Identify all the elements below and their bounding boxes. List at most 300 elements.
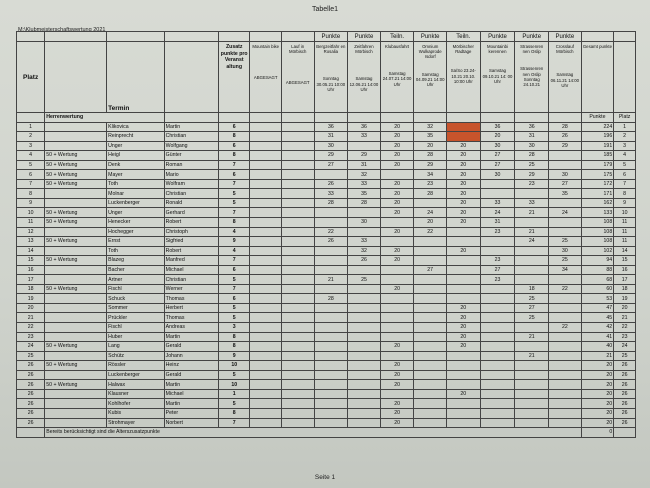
points-cell bbox=[348, 141, 381, 151]
table-row bbox=[17, 313, 636, 323]
event-header: Omnium Wulkaprode rsdorf Samstag 04.09.21 14:00 Uhr bbox=[414, 42, 447, 113]
wertung-cell: 50 + Wertung bbox=[45, 160, 107, 170]
platz-cell: 6 bbox=[17, 170, 45, 180]
points-cell: 36 bbox=[515, 122, 549, 132]
lastname-cell: Fischl bbox=[107, 284, 165, 294]
points-cell bbox=[515, 189, 549, 199]
points-cell bbox=[314, 256, 348, 266]
total-cell: 196 bbox=[581, 132, 614, 142]
points-cell bbox=[314, 351, 348, 361]
points-cell bbox=[480, 284, 515, 294]
points-cell bbox=[314, 408, 348, 418]
rank-cell: 11 bbox=[614, 237, 636, 247]
rank-cell: 9 bbox=[614, 198, 636, 208]
platz-cell: 2 bbox=[17, 132, 45, 142]
platz-cell: 26 bbox=[17, 370, 45, 380]
event-header: Lauf in Mörbisch ABGESAGT bbox=[281, 42, 314, 113]
points-cell bbox=[549, 361, 582, 371]
points-cell bbox=[281, 284, 314, 294]
points-cell: 31 bbox=[515, 132, 549, 142]
table-row bbox=[17, 141, 636, 151]
zusatz-cell: 9 bbox=[218, 351, 249, 361]
points-cell bbox=[515, 370, 549, 380]
points-cell bbox=[380, 170, 414, 180]
wertung-cell bbox=[45, 227, 107, 237]
rank-cell: 3 bbox=[614, 141, 636, 151]
points-cell bbox=[515, 342, 549, 352]
points-cell bbox=[314, 246, 348, 256]
points-cell bbox=[281, 380, 314, 390]
points-cell bbox=[281, 170, 314, 180]
points-cell bbox=[446, 399, 480, 409]
points-cell bbox=[380, 332, 414, 342]
points-cell bbox=[250, 294, 281, 304]
points-cell: 27 bbox=[480, 160, 515, 170]
points-cell: 35 bbox=[549, 189, 582, 199]
platz-cell: 9 bbox=[17, 198, 45, 208]
points-cell bbox=[250, 237, 281, 247]
firstname-cell: Christoph bbox=[164, 227, 218, 237]
zusatz-header: Zusatz punkte pro Veranst altung bbox=[218, 42, 249, 113]
points-cell bbox=[314, 399, 348, 409]
points-cell bbox=[549, 332, 582, 342]
platz-cell: 19 bbox=[17, 294, 45, 304]
points-cell: 33 bbox=[348, 237, 381, 247]
points-cell: 34 bbox=[549, 265, 582, 275]
points-cell: 28 bbox=[414, 189, 447, 199]
points-cell bbox=[480, 370, 515, 380]
points-cell bbox=[314, 323, 348, 333]
points-cell: 28 bbox=[348, 198, 381, 208]
wertung-cell: 50 + Wertung bbox=[45, 284, 107, 294]
points-cell bbox=[480, 237, 515, 247]
wertung-cell bbox=[45, 332, 107, 342]
points-cell: 25 bbox=[515, 313, 549, 323]
rank-cell: 11 bbox=[614, 227, 636, 237]
top-label: Punkte bbox=[515, 32, 549, 42]
points-cell bbox=[250, 399, 281, 409]
points-cell: 20 bbox=[446, 141, 480, 151]
total-cell: 108 bbox=[581, 237, 614, 247]
platz-cell: 10 bbox=[17, 208, 45, 218]
cell bbox=[614, 428, 636, 438]
points-cell bbox=[348, 313, 381, 323]
points-cell bbox=[281, 122, 314, 132]
platz-cell: 3 bbox=[17, 141, 45, 151]
rank-cell: 15 bbox=[614, 256, 636, 266]
top-label bbox=[250, 32, 281, 42]
points-cell bbox=[446, 408, 480, 418]
points-cell bbox=[480, 399, 515, 409]
footnote-row bbox=[17, 428, 636, 438]
points-cell bbox=[348, 418, 381, 428]
total-cell: 175 bbox=[581, 170, 614, 180]
points-cell: 35 bbox=[414, 132, 447, 142]
points-cell: 20 bbox=[380, 342, 414, 352]
wertung-cell bbox=[45, 198, 107, 208]
platz-cell: 26 bbox=[17, 418, 45, 428]
points-cell bbox=[414, 342, 447, 352]
points-cell: 33 bbox=[480, 198, 515, 208]
cell bbox=[17, 428, 45, 438]
wertung-cell: 50 + Wertung bbox=[45, 256, 107, 266]
points-cell bbox=[446, 227, 480, 237]
points-cell bbox=[446, 275, 480, 285]
points-cell: 23 bbox=[480, 275, 515, 285]
points-cell bbox=[515, 380, 549, 390]
zusatz-cell: 5 bbox=[218, 198, 249, 208]
points-cell: 30 bbox=[480, 141, 515, 151]
points-cell bbox=[348, 284, 381, 294]
points-cell bbox=[515, 389, 549, 399]
points-cell: 33 bbox=[314, 189, 348, 199]
points-cell: 28 bbox=[414, 151, 447, 161]
sub-platz-header: Platz bbox=[614, 113, 636, 123]
zusatz-cell: 8 bbox=[218, 342, 249, 352]
lastname-cell: Bacher bbox=[107, 265, 165, 275]
points-cell bbox=[515, 246, 549, 256]
wertung-cell bbox=[45, 246, 107, 256]
table-row bbox=[17, 122, 636, 132]
total-cell: 171 bbox=[581, 189, 614, 199]
top-label: Teiln. bbox=[446, 32, 480, 42]
header-top-row bbox=[17, 32, 636, 42]
table-row bbox=[17, 342, 636, 352]
total-cell: 68 bbox=[581, 275, 614, 285]
points-cell: 28 bbox=[549, 122, 582, 132]
rank-cell: 7 bbox=[614, 179, 636, 189]
platz-cell: 26 bbox=[17, 408, 45, 418]
wertung-cell bbox=[45, 370, 107, 380]
table-row bbox=[17, 418, 636, 428]
points-cell bbox=[549, 313, 582, 323]
platz-cell: 4 bbox=[17, 151, 45, 161]
points-cell bbox=[281, 246, 314, 256]
points-cell: 20 bbox=[380, 408, 414, 418]
rank-cell: 24 bbox=[614, 342, 636, 352]
table-row bbox=[17, 227, 636, 237]
points-cell bbox=[549, 294, 582, 304]
rank-cell: 26 bbox=[614, 408, 636, 418]
points-cell bbox=[414, 332, 447, 342]
points-cell: 22 bbox=[549, 284, 582, 294]
platz-cell: 12 bbox=[17, 227, 45, 237]
points-cell: 31 bbox=[348, 160, 381, 170]
wertung-cell bbox=[45, 303, 107, 313]
points-cell: 20 bbox=[380, 399, 414, 409]
zusatz-cell: 7 bbox=[218, 179, 249, 189]
zusatz-cell: 6 bbox=[218, 122, 249, 132]
lastname-cell: Fischl bbox=[107, 323, 165, 333]
total-cell: 45 bbox=[581, 313, 614, 323]
points-cell bbox=[348, 332, 381, 342]
points-cell: 20 bbox=[446, 160, 480, 170]
points-cell bbox=[314, 170, 348, 180]
table-row bbox=[17, 303, 636, 313]
zusatz-cell: 8 bbox=[218, 132, 249, 142]
points-cell: 31 bbox=[314, 132, 348, 142]
wertung-cell bbox=[45, 399, 107, 409]
points-cell bbox=[314, 361, 348, 371]
points-cell bbox=[549, 218, 582, 228]
firstname-cell: Herbert bbox=[164, 303, 218, 313]
total-cell: 47 bbox=[581, 303, 614, 313]
points-cell: 35 bbox=[348, 189, 381, 199]
table-row bbox=[17, 380, 636, 390]
points-cell bbox=[480, 294, 515, 304]
points-cell: 30 bbox=[515, 141, 549, 151]
points-cell: 32 bbox=[414, 122, 447, 132]
event-header: Mountainbi kerennen Samstag 09.10.21 14: 00 Uhr bbox=[480, 42, 515, 113]
top-label bbox=[281, 32, 314, 42]
firstname-cell: Michael bbox=[164, 265, 218, 275]
points-cell: 18 bbox=[515, 284, 549, 294]
points-cell bbox=[348, 265, 381, 275]
total-cell: 21 bbox=[581, 351, 614, 361]
rank-cell: 26 bbox=[614, 380, 636, 390]
platz-cell: 18 bbox=[17, 284, 45, 294]
points-cell bbox=[480, 313, 515, 323]
top-label: Punkte bbox=[414, 32, 447, 42]
table-row bbox=[17, 189, 636, 199]
table-row bbox=[17, 351, 636, 361]
firstname-cell: Johann bbox=[164, 351, 218, 361]
points-cell: 20 bbox=[380, 132, 414, 142]
points-cell bbox=[380, 294, 414, 304]
points-cell bbox=[314, 284, 348, 294]
points-cell bbox=[348, 351, 381, 361]
points-cell: 20 bbox=[414, 141, 447, 151]
points-cell bbox=[414, 351, 447, 361]
points-cell bbox=[446, 284, 480, 294]
points-cell bbox=[281, 275, 314, 285]
firstname-cell: Gerhard bbox=[164, 208, 218, 218]
header-main-row bbox=[17, 42, 636, 113]
firstname-cell: Christian bbox=[164, 189, 218, 199]
points-cell: 21 bbox=[314, 275, 348, 285]
points-cell: 20 bbox=[446, 313, 480, 323]
points-cell bbox=[414, 323, 447, 333]
points-cell: 25 bbox=[549, 237, 582, 247]
points-cell bbox=[250, 208, 281, 218]
points-cell bbox=[480, 303, 515, 313]
zusatz-cell: 5 bbox=[218, 303, 249, 313]
points-cell: 20 bbox=[446, 332, 480, 342]
lastname-cell: Strohmayer bbox=[107, 418, 165, 428]
lastname-cell: Henecker bbox=[107, 218, 165, 228]
points-cell: 20 bbox=[380, 122, 414, 132]
points-cell: 22 bbox=[414, 227, 447, 237]
platz-header: Platz bbox=[17, 42, 45, 113]
points-cell bbox=[480, 389, 515, 399]
points-cell bbox=[549, 198, 582, 208]
lastname-cell: Prückler bbox=[107, 313, 165, 323]
zusatz-cell: 7 bbox=[218, 418, 249, 428]
firstname-cell: Robert bbox=[164, 246, 218, 256]
points-cell bbox=[281, 256, 314, 266]
event-header: Zeitfahren Mörbisch Samstag 12.06.21 14:00 Uhr bbox=[348, 42, 381, 113]
points-cell bbox=[250, 256, 281, 266]
platz-cell: 13 bbox=[17, 237, 45, 247]
table-row bbox=[17, 256, 636, 266]
points-cell: 30 bbox=[549, 246, 582, 256]
footnote-total: 0 bbox=[581, 428, 614, 438]
points-cell bbox=[281, 303, 314, 313]
points-cell: 23 bbox=[414, 179, 447, 189]
points-cell bbox=[281, 132, 314, 142]
points-cell bbox=[281, 342, 314, 352]
rank-cell: 26 bbox=[614, 418, 636, 428]
points-cell bbox=[250, 284, 281, 294]
lastname-cell: Hochegger bbox=[107, 227, 165, 237]
points-cell: 20 bbox=[380, 141, 414, 151]
points-cell: 27 bbox=[515, 303, 549, 313]
points-cell: 20 bbox=[380, 198, 414, 208]
lastname-cell: Kohlhofer bbox=[107, 399, 165, 409]
event-header: Crosslauf Mörbisch Samstag 06.11.21 14:00 Uhr bbox=[549, 42, 582, 113]
sub-punkte-header: Punkte bbox=[581, 113, 614, 123]
points-cell: 26 bbox=[348, 256, 381, 266]
platz-cell: 14 bbox=[17, 246, 45, 256]
firstname-cell: Wolfram bbox=[164, 179, 218, 189]
platz-cell: 26 bbox=[17, 399, 45, 409]
points-cell bbox=[446, 265, 480, 275]
points-cell bbox=[348, 399, 381, 409]
platz-cell: 8 bbox=[17, 189, 45, 199]
points-cell bbox=[281, 389, 314, 399]
zusatz-cell: 7 bbox=[218, 284, 249, 294]
firstname-cell: Andreas bbox=[164, 323, 218, 333]
total-cell: 20 bbox=[581, 370, 614, 380]
lastname-cell: Mayer bbox=[107, 170, 165, 180]
points-cell bbox=[348, 227, 381, 237]
firstname-cell: Martin bbox=[164, 399, 218, 409]
total-cell: 60 bbox=[581, 284, 614, 294]
footnote: Bereits berücksichtigt sind die Alterszusatzpunkte bbox=[45, 428, 581, 438]
lastname-cell: Schütz bbox=[107, 351, 165, 361]
event-header: Strassenren nen Oslip Strassenren nen Oslip Sonntag 24.10.21 bbox=[515, 42, 549, 113]
total-cell: 108 bbox=[581, 218, 614, 228]
points-cell bbox=[250, 246, 281, 256]
points-cell bbox=[380, 218, 414, 228]
points-cell bbox=[549, 275, 582, 285]
points-cell bbox=[314, 342, 348, 352]
points-cell: 32 bbox=[348, 170, 381, 180]
points-cell: 20 bbox=[414, 218, 447, 228]
points-cell bbox=[281, 227, 314, 237]
total-cell: 94 bbox=[581, 256, 614, 266]
event-header: Mörbischer Radtage Sa/So 23.24-10.21 20.10. 10:00 Uhr bbox=[446, 42, 480, 113]
points-cell bbox=[348, 380, 381, 390]
firstname-cell: Ronald bbox=[164, 198, 218, 208]
firstname-cell: Martin bbox=[164, 332, 218, 342]
points-cell bbox=[446, 256, 480, 266]
points-cell bbox=[281, 151, 314, 161]
points-cell bbox=[414, 418, 447, 428]
top-label bbox=[581, 32, 614, 42]
zusatz-cell: 7 bbox=[218, 256, 249, 266]
firstname-cell: Martin bbox=[164, 122, 218, 132]
points-cell bbox=[314, 418, 348, 428]
points-cell bbox=[414, 313, 447, 323]
platz-cell: 16 bbox=[17, 265, 45, 275]
points-cell: 20 bbox=[446, 218, 480, 228]
points-cell bbox=[281, 313, 314, 323]
zusatz-cell: 7 bbox=[218, 160, 249, 170]
rank-cell: 2 bbox=[614, 132, 636, 142]
points-cell: 20 bbox=[446, 246, 480, 256]
points-cell bbox=[314, 389, 348, 399]
points-cell: 21 bbox=[515, 351, 549, 361]
points-cell bbox=[380, 313, 414, 323]
points-cell: 26 bbox=[549, 132, 582, 142]
points-cell bbox=[250, 370, 281, 380]
points-cell: 20 bbox=[480, 132, 515, 142]
points-cell: 20 bbox=[446, 303, 480, 313]
platz-cell: 11 bbox=[17, 218, 45, 228]
points-cell bbox=[250, 275, 281, 285]
zusatz-cell: 8 bbox=[218, 332, 249, 342]
lastname-cell: Toth bbox=[107, 246, 165, 256]
points-cell bbox=[446, 237, 480, 247]
points-cell: 25 bbox=[515, 160, 549, 170]
wertung-cell: 50 + Wertung bbox=[45, 170, 107, 180]
zusatz-cell: 5 bbox=[218, 189, 249, 199]
rank-cell: 18 bbox=[614, 284, 636, 294]
points-cell: 20 bbox=[380, 189, 414, 199]
rank-cell: 8 bbox=[614, 189, 636, 199]
sheet-path: M:\Klubmeisterschaftswertung 2021 bbox=[18, 27, 106, 33]
points-cell: 20 bbox=[446, 189, 480, 199]
total-cell: 20 bbox=[581, 380, 614, 390]
wertung-cell bbox=[45, 122, 107, 132]
zusatz-cell: 10 bbox=[218, 380, 249, 390]
points-cell bbox=[480, 323, 515, 333]
points-cell: 25 bbox=[515, 294, 549, 304]
total-cell: 185 bbox=[581, 151, 614, 161]
points-cell bbox=[414, 237, 447, 247]
points-cell: 27 bbox=[414, 265, 447, 275]
rank-cell: 10 bbox=[614, 208, 636, 218]
platz-cell: 25 bbox=[17, 351, 45, 361]
points-cell bbox=[250, 227, 281, 237]
points-cell bbox=[348, 408, 381, 418]
points-cell: 23 bbox=[515, 179, 549, 189]
table-row bbox=[17, 323, 636, 333]
points-cell bbox=[314, 380, 348, 390]
points-cell: 20 bbox=[380, 256, 414, 266]
points-cell bbox=[446, 122, 480, 132]
points-cell bbox=[281, 189, 314, 199]
rank-cell: 21 bbox=[614, 313, 636, 323]
firstname-cell: Peter bbox=[164, 408, 218, 418]
points-cell: 20 bbox=[446, 198, 480, 208]
points-cell bbox=[314, 370, 348, 380]
table-row bbox=[17, 265, 636, 275]
lastname-cell: Klikovica bbox=[107, 122, 165, 132]
points-cell bbox=[314, 303, 348, 313]
points-cell bbox=[281, 198, 314, 208]
firstname-cell: Roman bbox=[164, 160, 218, 170]
rank-cell: 26 bbox=[614, 399, 636, 409]
points-cell bbox=[348, 294, 381, 304]
points-cell bbox=[414, 275, 447, 285]
document-title: Tabelle1 bbox=[311, 6, 339, 13]
points-cell bbox=[414, 399, 447, 409]
wertung-cell bbox=[45, 323, 107, 333]
wertung-cell bbox=[45, 294, 107, 304]
platz-cell: 26 bbox=[17, 389, 45, 399]
